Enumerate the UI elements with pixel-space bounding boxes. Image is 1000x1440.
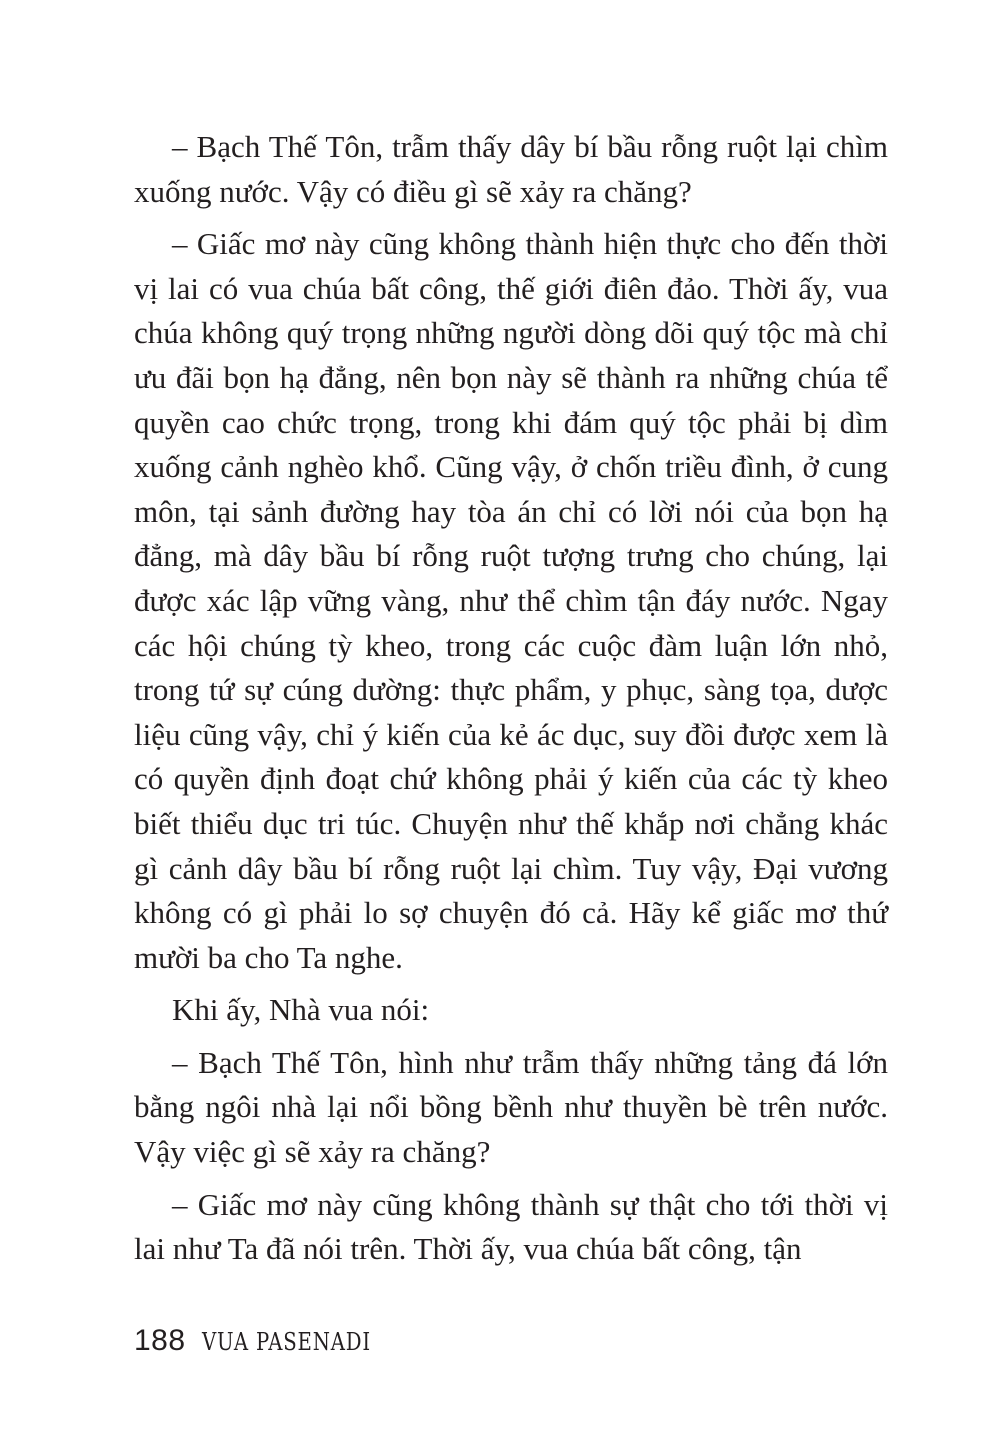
page-number: 188 [134,1324,186,1357]
paragraph-3: Khi ấy, Nhà vua nói: [172,992,430,1028]
paragraph-4: – Bạch Thế Tôn, hình như trẫm thấy những tảng đá lớn bằng ngôi nhà lại nổi bồng bềnh như thuyền bè trên nước. Vậy việc gì sẽ xảy ra chăng? [134,1044,888,1170]
paragraph-1: – Bạch Thế Tôn, trẫm thấy dây bí bầu rỗng ruột lại chìm xuống nước. Vậy có điều gì sẽ xảy ra chăng? [134,129,888,209]
body-text [134,125,888,1280]
paragraph-2: – Giấc mơ này cũng không thành hiện thực cho đến thời vị lai có vua chúa bất công, thế giới điên đảo. Thời ấy, vua chúa không quý trọng những người dòng dõi quý tộc mà chỉ ưu đãi bọn hạ đẳng, nên bọn này sẽ thành ra những chúa tể quyền cao chức trọng, trong khi đám quý tộc phải bị dìm xuống cảnh nghèo khổ. Cũng vậy, ở chốn triều đình, ở cung môn, tại sảnh đường hay tòa án chỉ có lời nói của bọn hạ đẳng, mà dây bầu bí rỗng ruột tượng trưng cho chúng, lại được xác lập vững vàng, như thể chìm tận đáy nước. Ngay các hội chúng tỳ kheo, trong các cuộc đàm luận lớn nhỏ, trong tứ sự cúng dường: thực phẩm, y phục, sàng tọa, dược liệu cũng vậy, chỉ ý kiến của kẻ ác dục, suy đồi được xem là có quyền định đoạt chứ không phải ý kiến của các tỳ kheo biết thiểu dục tri túc. Chuyện như thế khắp nơi chẳng khác gì cảnh dây bầu bí rỗng ruột lại chìm. Tuy vậy, Đại vương không có gì phải lo sợ chuyện đó cả. Hãy kể giấc mơ thứ mười ba cho Ta nghe. [134,226,888,975]
paragraph-5: – Giấc mơ này cũng không thành sự thật cho tới thời vị lai như Ta đã nói trên. Thời ấy, vua chúa bất công, tận [134,1186,888,1267]
running-title: VUA PASENADI [201,1328,371,1356]
page-footer [134,1324,408,1364]
